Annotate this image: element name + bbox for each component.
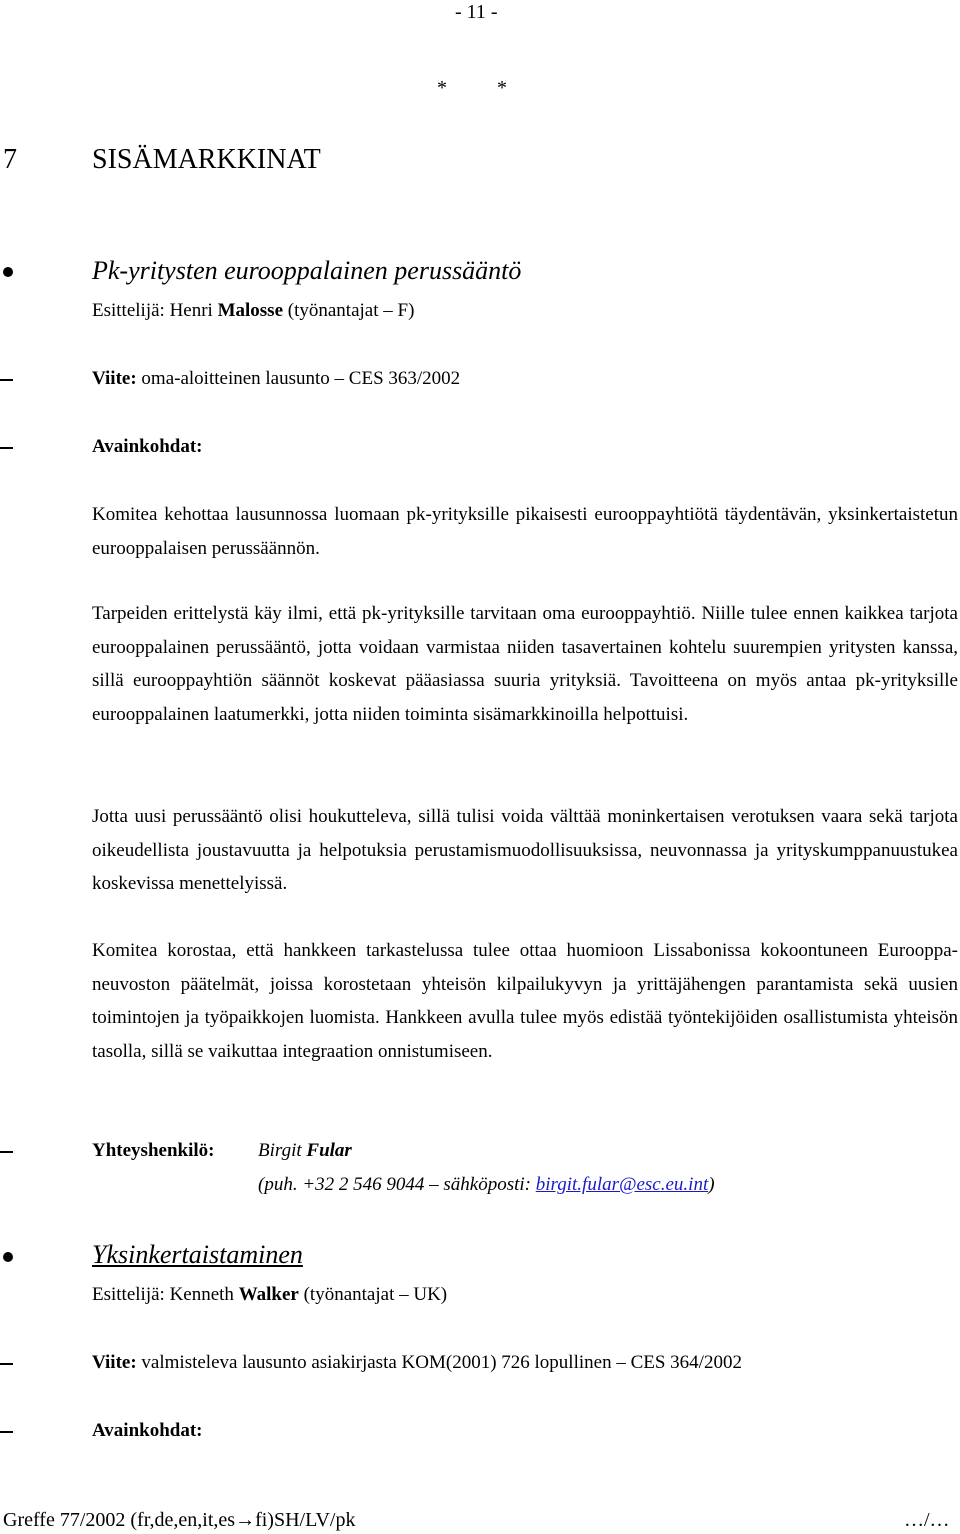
arrow-icon: → xyxy=(235,1509,256,1531)
rapporteur xyxy=(92,1284,447,1306)
bullet-icon xyxy=(3,267,13,277)
reference-label: Viite: xyxy=(92,368,137,389)
rapporteur-suffix: (työnantajat – UK) xyxy=(298,1284,448,1305)
separator-asterisks: * * xyxy=(437,77,507,99)
footer-reference: Greffe 77/2002 (fr,de,en,it,es→fi)SH/LV/pk xyxy=(3,1509,356,1531)
item-title: Yksinkertaistaminen xyxy=(92,1240,303,1269)
rapporteur-prefix: Esittelijä: Kenneth xyxy=(92,1284,239,1305)
contact-name: Birgit Fular xyxy=(258,1140,352,1161)
reference xyxy=(92,1352,742,1374)
rapporteur-prefix: Esittelijä: Henri xyxy=(92,300,218,321)
rapporteur-name: Walker xyxy=(238,1284,299,1305)
reference-text: valmisteleva lausunto asiakirjasta KOM(2001) 726 lopullinen – CES 364/2002 xyxy=(136,1352,742,1373)
dash-icon xyxy=(0,1151,13,1153)
paragraph-4: Komitea korostaa, että hankkeen tarkastelussa tulee ottaa huomioon Lissabonissa kokoontuneen Eurooppa-neuvoston päätelmät, joissa korostetaan yhteisön kilpailukyvyn ja yrittäjähengen parantamista sekä uusien toimintojen ja työpaikkojen luomista. Hankkeen avulla tulee myös edistää työntekijöiden osallistumista yhteisön tasolla, sillä se vaikuttaa integraation onnistumiseen. xyxy=(92,940,958,1062)
contact-details: (puh. +32 2 546 9044 – sähköposti: birgit.fular@esc.eu.int) xyxy=(258,1174,715,1195)
reference-label: Viite: xyxy=(92,1352,137,1373)
section-title: SISÄMARKKINAT xyxy=(92,144,321,175)
dash-icon xyxy=(0,379,13,381)
section-number: 7 xyxy=(3,144,17,175)
item-title: Pk-yritysten eurooppalainen perussääntö xyxy=(92,256,522,285)
paragraph-2: Tarpeiden erittelystä käy ilmi, että pk-yrityksille tarvitaan oma eurooppayhtiö. Niille tulee ennen kaikkea tarjota eurooppalainen perussääntö, jotta voidaan varmistaa niiden tasavertainen kohtelu suurempien yritysten kanssa, sillä eurooppayhtiön säännöt koskevat pääasiassa suuria yrityksiä. Tavoitteena on myös antaa pk-yrityksille eurooppalainen laatumerkki, jotta niiden toiminta sisämarkkinoilla helpottuisi. xyxy=(92,603,958,725)
key-points-label: Avainkohdat: xyxy=(92,1420,203,1441)
rapporteur-suffix: (työnantajat – F) xyxy=(283,300,415,321)
rapporteur xyxy=(92,300,414,322)
paragraph-3: Jotta uusi perussääntö olisi houkutteleva, sillä tulisi voida välttää moninkertaisen verotuksen vaara sekä tarjota oikeudellista joustavuutta ja helpotuksia perustamismuodollisuuksissa, neuvonnassa ja yrityskumppanuustukea koskevissa menettelyissä. xyxy=(92,806,958,894)
contact-label: Yhteyshenkilö: xyxy=(92,1140,215,1161)
reference-text: oma-aloitteinen lausunto – CES 363/2002 xyxy=(136,368,461,389)
key-points-label: Avainkohdat: xyxy=(92,436,203,457)
bullet-icon xyxy=(3,1252,13,1262)
paragraph-1: Komitea kehottaa lausunnossa luomaan pk-yrityksille pikaisesti eurooppayhtiötä täydentävän, yksinkertaistetun eurooppalaisen perussäännön. xyxy=(92,504,958,559)
email-link[interactable]: birgit.fular@esc.eu.int xyxy=(535,1174,709,1195)
page-number: - 11 - xyxy=(455,1,498,23)
reference xyxy=(92,368,460,390)
dash-icon xyxy=(0,1431,13,1433)
continued-marker: …/… xyxy=(904,1509,950,1531)
dash-icon xyxy=(0,447,13,449)
dash-icon xyxy=(0,1363,13,1365)
rapporteur-name: Malosse xyxy=(217,300,284,321)
